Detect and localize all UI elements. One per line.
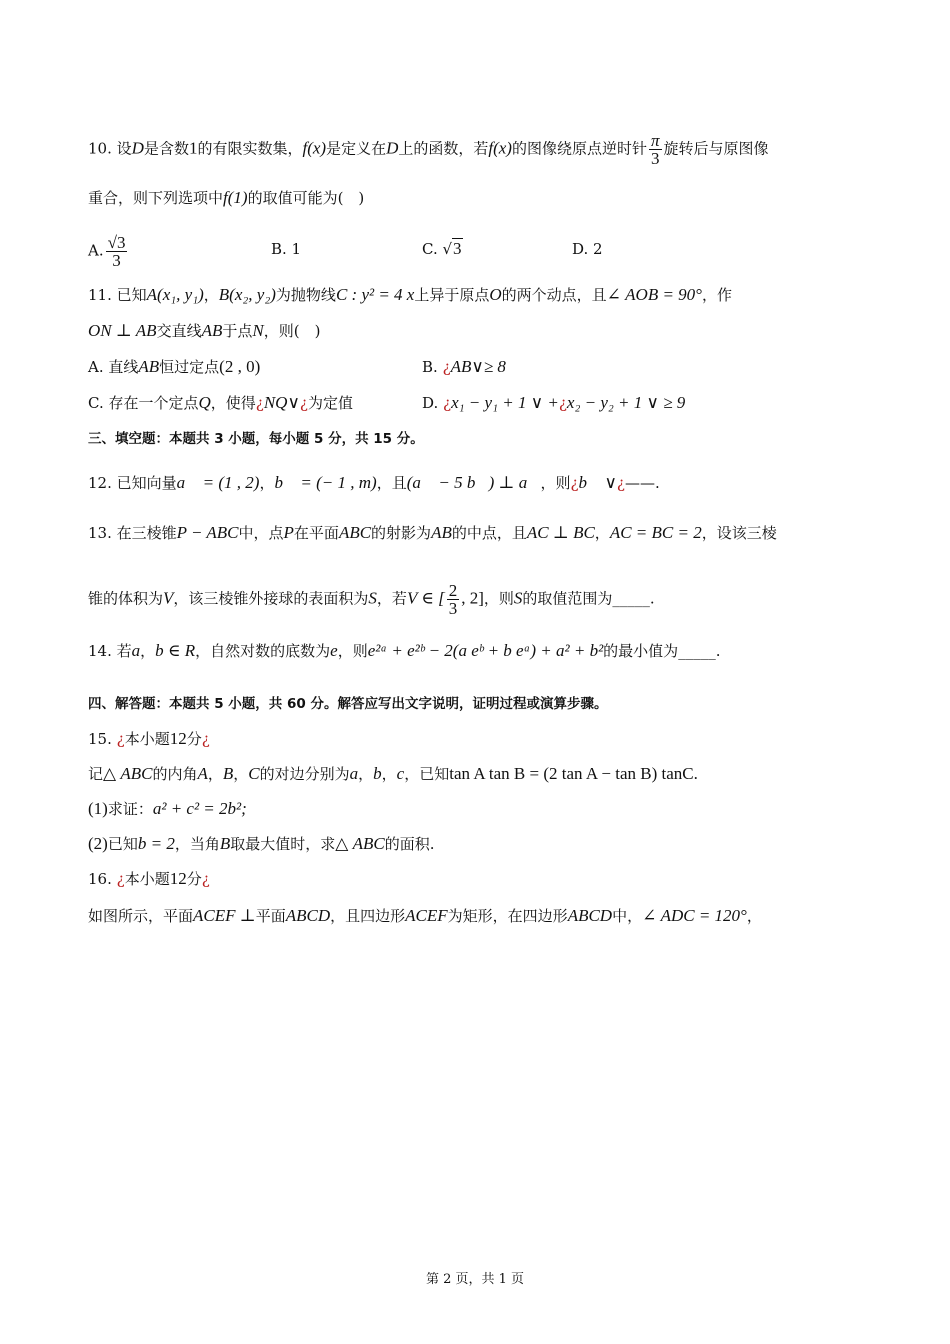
q15-heading: 15. ¿本小题12分¿ xyxy=(88,729,210,748)
q15-part1: (1)求证：a² + c² = 2b²; xyxy=(88,799,247,818)
q10-line1: 10. 设D是含数1的有限实数集，f(x)是定义在D上的函数，若f(x)的图像绕原点逆时针 $\frac{\pi}{3}$ 旋转后与原图像 xyxy=(88,131,769,168)
q10-line2: 重合，则下列选项中f(1)的取值可能为( ) xyxy=(88,188,365,207)
q10-option-d: D. 2 xyxy=(572,240,603,258)
q10-option-a: A. $\frac{√3}{3}$ xyxy=(88,233,126,270)
q11-option-d: D. ¿x₁ − y₁ + 1 ∨ +¿x₂ − y₂ + 1 ∨ ≥ 9 xyxy=(422,393,686,412)
q14-answer-blank: _____ xyxy=(678,642,716,660)
q11-options-cd xyxy=(88,392,848,416)
q15-part2: (2)已知b = 2，当角B取最大值时，求△ ABC的面积. xyxy=(88,834,435,853)
section-4-heading: 四、解答题：本题共 5 小题，共 60 分。解答应写出文字说明，证明过程或演算步骤。 xyxy=(88,696,608,712)
section-3-heading: 三、填空题：本题共 3 小题，每小题 5 分，共 15 分。 xyxy=(88,431,424,447)
page-footer: 第 2 页，共 1 页 xyxy=(425,1272,525,1287)
q11-line1: 11. 已知A(x₁, y₁)，B(x₂, y₂)为抛物线C : y² = 4 x上异于原点O的两个动点，且∠ AOB = 90°，作 xyxy=(88,285,732,304)
pi-over-3-fraction: $\frac{\pi}{3}$ xyxy=(650,131,660,168)
q10-option-c: C. √3 xyxy=(422,239,462,258)
q12-line: 12. 已知向量a⃗ = (1 , 2)，b⃗ = (− 1 , m)，且(a⃗ − 5 b⃗) ⊥ a⃗，则¿b⃗ ∨¿——. xyxy=(88,473,660,492)
q10-options xyxy=(88,228,848,272)
q11-options-ab xyxy=(88,356,848,380)
q11-option-b: B. ¿AB∨≥ 8 xyxy=(422,357,506,376)
q16-heading: 16. ¿本小题12分¿ xyxy=(88,869,210,888)
q13-line1: 13. 在三棱锥P − ABC中，点P在平面ABC的射影为AB的中点，且AC ⊥ BC，AC = BC = 2，设该三棱 xyxy=(88,523,777,542)
q11-option-a: A. 直线AB恒过定点(2 , 0) xyxy=(88,357,261,376)
q13-line2: 锥的体积为V，该三棱锥外接球的表面积为S，若V ∈ [ $\frac{2}{3}$ , 2]，则S的取值范围为_____. xyxy=(88,581,655,618)
q10-option-b: B. 1 xyxy=(271,240,302,258)
q13-answer-blank: _____ xyxy=(612,589,650,608)
q10-number: 10. xyxy=(88,139,112,158)
q12-answer-blank: —— xyxy=(624,474,655,492)
q11-option-c: C. 存在一个定点Q，使得¿NQ∨¿为定值 xyxy=(88,393,353,412)
q14-line: 14. 若a，b ∈ R，自然对数的底数为e，则e²ᵃ + e²ᵇ − 2(a eᵇ + b eᵃ) + a² + b²的最小值为_____. xyxy=(88,641,721,660)
q16-statement: 如图所示，平面ACEF ⊥平面ABCD，且四边形ACEF为矩形，在四边形ABCD中，∠ ADC = 120°， xyxy=(88,906,762,925)
q15-statement: 记△ ABC的内角A，B，C的对边分别为a，b，c，已知tan A tan B = (2 tan A − tan B) tanC. xyxy=(88,764,698,783)
q11-line2: ON ⊥ AB交直线AB于点N，则( ) xyxy=(88,321,321,340)
